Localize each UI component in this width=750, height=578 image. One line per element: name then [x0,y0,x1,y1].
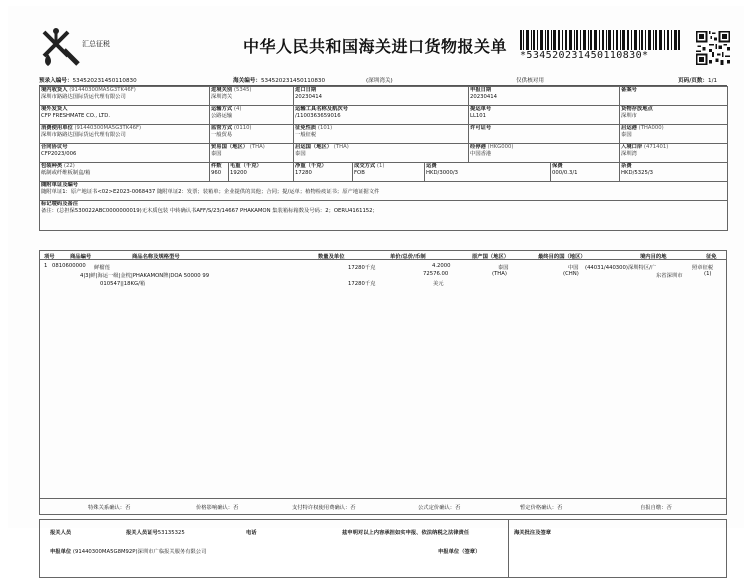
item-domestic-destination: (44031/440300)深圳特区/广 [585,265,657,271]
col-header-code: 商品编号 [70,254,92,260]
declarant-cert: 报关人员证号53135325 [126,530,185,536]
col-header-price: 单价/总价/币制 [390,254,426,260]
item-destination-code: (CHN) [563,271,579,277]
item-origin: 泰国 [498,265,509,271]
transport-mode-cell: 运输方式 (4) 公路运输 [210,106,294,125]
items-header-divider [40,259,726,260]
port-name: (深圳湾关) [366,78,393,84]
entry-port-cell: 入境口岸 (471401) 深圳湾 [620,144,728,163]
item-currency: 美元 [433,281,444,287]
declaration-page [8,6,744,555]
item-spec-line1: 4|3|鲜|海运一级|金枕|PHAKAMON牌|DOA 50000 99 [80,273,210,279]
unit-seal-label: 申报单位（签章） [438,549,481,555]
special-relation-confirm: 特殊关系确认：否 [88,505,131,511]
declaration-form [39,85,727,555]
storage-cell: 货物存放地点 深圳市 [620,106,728,125]
col-header-origin: 原产国（地区） [472,254,510,260]
col-header-domestic: 境内目的地 [640,254,667,260]
port-entry-cell: 启运港 (THA000) 泰国 [620,125,728,144]
item-levy-code: (1) [704,271,712,277]
header-fields-table [39,86,728,231]
consumer-cell: 消费使用单位 (91440300MA5G3TK46F) 深圳市路路达国际货运代理有限公司 [40,125,210,144]
page-title: 中华人民共和国海关进口货物报关单 [243,37,508,56]
item-origin-code: (THA) [492,271,507,277]
insurance-cell: 保费 000/0.3/1 [551,163,620,182]
deal-mode-cell: 成交方式 (1) FOB [353,163,425,182]
col-header-destination: 最终目的国（地区） [538,254,586,260]
contract-cell: 合同协议号 CFP2023/006 [40,144,210,163]
consignee-cell: 境内收货人 (91440300MA5G3TK46F) 深圳市路路达国际货运代理有限公司 [40,87,210,106]
packing-cell: 包装种类 (22) 纸制或纤维板制盒/箱 [40,163,210,182]
import-date-cell: 进口日期 20230414 [294,87,469,106]
customs-emblem-icon [38,26,82,70]
col-header-index: 项号 [44,254,55,260]
item-levy: 照章征税 [692,265,714,271]
license-cell: 许可证号 [469,125,620,144]
self-pay-confirm: 自报自缴：否 [640,505,672,511]
supervision-cell: 监管方式 (0110) 一般贸易 [210,125,294,144]
conveyance-cell: 运输工具名称及航次号 /1100363659016 [294,106,469,125]
net-weight-cell: 净重（千克） 17280 [294,163,353,182]
transit-port-cell: 经停港 (HKG000) 中国香港 [469,144,620,163]
col-header-levy: 征免 [706,254,717,260]
levy-nature-cell: 征免性质 (101) 一般征税 [294,125,469,144]
item-code: 0810600000 [52,263,86,269]
shipper-cell: 境外发货人 CFP FRESHMATE CO., LTD. [40,106,210,125]
misc-fee-cell: 杂费 HKD/5325/3 [620,163,728,182]
item-quantity: 17280千克 [348,265,376,271]
item-index: 1 [44,263,48,269]
item-name: 鲜榴莲 [94,265,110,271]
pieces-cell: 件数 960 [210,163,229,182]
logo-label: 汇总征税 [82,40,110,48]
col-header-quantity: 数量及单位 [318,254,345,260]
col-header-name: 商品名称及规格型号 [132,254,180,260]
bill-no-cell: 提运单号 LL101 [469,106,620,125]
legal-statement: 兹申明对以上内容承担如实申报、依法纳税之法律责任 [342,530,470,536]
item-quantity-legal: 17280千克 [348,281,376,287]
customs-note-divider [508,520,509,577]
declaring-unit: 申报单位 (91440300MA5G8M92P)深圳市广临报关服务有限公司 [50,549,207,555]
barcode [520,30,680,50]
price-impact-confirm: 价格影响确认：否 [196,505,239,511]
gross-weight-cell: 毛重（千克） 19200 [229,163,294,182]
goods-items-section [39,250,727,515]
item-domestic-destination-2: 东省深圳市 [656,273,683,279]
declarant-label: 报关人员 [50,530,72,536]
qr-code [696,31,730,65]
item-total-price: 72576.00 [423,271,449,277]
customs-note-label: 海关批注及签章 [514,530,552,536]
attached-docs-cell: 随附单证及编号 随附单证1：原产地证书<02>E2023-0068437 随附单证2：发票；装箱单；企业提供的其他；合同；提/运单；植物检疫证书；原产地证据文件 [40,182,728,201]
record-no-cell: 备案号 [620,87,728,106]
formula-price-confirm: 公式定价确认：否 [418,505,461,511]
declarant-section [39,519,727,578]
origin-country-cell: 启运国（地区） (THA) 泰国 [294,144,469,163]
phone-label: 电话 [246,530,257,536]
provisional-price-confirm: 暂定价格确认：否 [520,505,563,511]
freight-cell: 运费 HKD/3000/3 [425,163,551,182]
barcode-number: *534520231450110830* [520,50,649,61]
verify-note: 仅供核对用 [516,78,544,84]
customs-number: 海关编号：534520231450110830 [233,78,326,84]
royalty-confirm: 支付特许权使用费确认：否 [292,505,356,511]
declare-date-cell: 申报日期 20230414 [469,87,620,106]
pre-entry-number: 预录入编号：534520231450110830 [39,78,137,84]
trade-country-cell: 贸易国（地区） (THA) 泰国 [210,144,294,163]
confirmations-divider [40,498,726,499]
entry-customs-cell: 进境关别 (5345) 深圳湾关 [210,87,294,106]
item-unit-price: 4.2000 [432,263,451,269]
item-destination: 中国 [568,265,579,271]
marks-remarks-cell: 标记唛码及备注 备注：(总担保530022ABC0000000019)无木质包装 中转确认书AFF/S/23/14667 PHAKAMON 集装箱标箱数及号码：2；OERU4161152； [40,201,728,231]
page-count: 页码/页数：1/1 [678,78,718,84]
item-spec-line2: 010547||18KG/箱 [100,281,146,287]
